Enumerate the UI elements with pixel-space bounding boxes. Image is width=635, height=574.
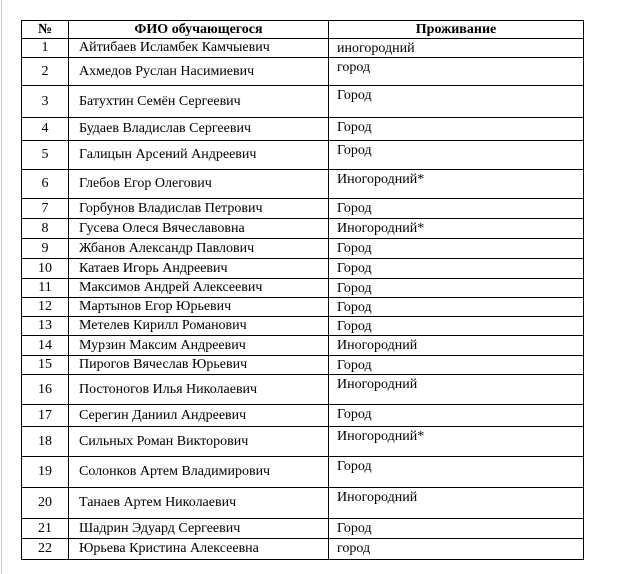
residence-cell: Иногородний <box>329 488 584 519</box>
student-name-cell: Батухтин Семён Сергеевич <box>69 86 329 118</box>
row-number-cell: 22 <box>22 539 69 560</box>
student-name-cell: Постоногов Илья Николаевич <box>69 375 329 405</box>
row-number-cell: 21 <box>22 519 69 539</box>
row-number-cell: 9 <box>22 239 69 259</box>
table-row <box>22 39 584 58</box>
row-number-cell: 15 <box>22 356 69 375</box>
residence-cell: Город <box>329 86 584 118</box>
table-row <box>22 356 584 375</box>
table-row <box>22 170 584 199</box>
student-name-cell: Танаев Артем Николаевич <box>69 488 329 519</box>
residence-cell: Город <box>329 279 584 298</box>
residence-cell: Иногородний <box>329 375 584 405</box>
student-name-cell: Солонков Артем Владимирович <box>69 457 329 488</box>
residence-cell: Город <box>329 118 584 141</box>
table-row <box>22 58 584 86</box>
student-name-cell: Будаев Владислав Сергеевич <box>69 118 329 141</box>
row-number-cell: 4 <box>22 118 69 141</box>
residence-cell: Иногородний* <box>329 427 584 457</box>
residence-cell: иногородний <box>329 39 584 58</box>
residence-cell: Город <box>329 298 584 317</box>
row-number-cell: 12 <box>22 298 69 317</box>
student-name-cell: Пирогов Вячеслав Юрьевич <box>69 356 329 375</box>
row-number-cell: 13 <box>22 317 69 336</box>
residence-cell: Город <box>329 199 584 219</box>
row-number-cell: 20 <box>22 488 69 519</box>
row-number-cell: 17 <box>22 405 69 427</box>
page-edge-line <box>1 0 2 574</box>
student-name-cell: Серегин Даниил Андреевич <box>69 405 329 427</box>
student-name-cell: Мартынов Егор Юрьевич <box>69 298 329 317</box>
table-row <box>22 141 584 170</box>
student-name-cell: Максимов Андрей Алексеевич <box>69 279 329 298</box>
student-name-cell: Гусева Олеся Вячеславовна <box>69 219 329 239</box>
table-row <box>22 488 584 519</box>
table-row <box>22 405 584 427</box>
table-row <box>22 86 584 118</box>
row-number-cell: 7 <box>22 199 69 219</box>
table-row <box>22 118 584 141</box>
row-number-cell: 3 <box>22 86 69 118</box>
residence-cell: Иногородний <box>329 336 584 356</box>
residence-cell: Город <box>329 356 584 375</box>
residence-cell: город <box>329 539 584 560</box>
student-residence-table <box>21 20 584 560</box>
student-name-cell: Галицын Арсений Андреевич <box>69 141 329 170</box>
residence-cell: Город <box>329 317 584 336</box>
table-row <box>22 317 584 336</box>
row-number-cell: 6 <box>22 170 69 199</box>
table-header-row <box>22 21 584 39</box>
residence-cell: Город <box>329 457 584 488</box>
table-row <box>22 219 584 239</box>
header-residence: Проживание <box>329 21 584 39</box>
table-row <box>22 298 584 317</box>
row-number-cell: 19 <box>22 457 69 488</box>
table-row <box>22 259 584 279</box>
table-row <box>22 375 584 405</box>
residence-cell: Иногородний* <box>329 219 584 239</box>
residence-cell: Иногородний* <box>329 170 584 199</box>
residence-cell: Город <box>329 259 584 279</box>
residence-cell: город <box>329 58 584 86</box>
student-name-cell: Метелев Кирилл Романович <box>69 317 329 336</box>
student-name-cell: Катаев Игорь Андреевич <box>69 259 329 279</box>
table-row <box>22 239 584 259</box>
residence-cell: Город <box>329 405 584 427</box>
row-number-cell: 1 <box>22 39 69 58</box>
table-row <box>22 539 584 560</box>
table-row <box>22 427 584 457</box>
student-name-cell: Глебов Егор Олегович <box>69 170 329 199</box>
table-row <box>22 457 584 488</box>
table-row <box>22 519 584 539</box>
student-name-cell: Мурзин Максим Андреевич <box>69 336 329 356</box>
residence-cell: Город <box>329 239 584 259</box>
row-number-cell: 10 <box>22 259 69 279</box>
header-student-name: ФИО обучающегося <box>69 21 329 39</box>
row-number-cell: 18 <box>22 427 69 457</box>
row-number-cell: 8 <box>22 219 69 239</box>
student-name-cell: Сильных Роман Викторович <box>69 427 329 457</box>
residence-cell: Город <box>329 141 584 170</box>
student-name-cell: Ахмедов Руслан Насимиевич <box>69 58 329 86</box>
header-number: № <box>22 21 69 39</box>
row-number-cell: 14 <box>22 336 69 356</box>
student-name-cell: Шадрин Эдуард Сергеевич <box>69 519 329 539</box>
residence-cell: Город <box>329 519 584 539</box>
row-number-cell: 11 <box>22 279 69 298</box>
table-row <box>22 199 584 219</box>
row-number-cell: 2 <box>22 58 69 86</box>
student-name-cell: Жбанов Александр Павлович <box>69 239 329 259</box>
row-number-cell: 5 <box>22 141 69 170</box>
student-name-cell: Горбунов Владислав Петрович <box>69 199 329 219</box>
table-row <box>22 279 584 298</box>
table-row <box>22 336 584 356</box>
student-name-cell: Юрьева Кристина Алексеевна <box>69 539 329 560</box>
student-name-cell: Айтибаев Исламбек Камчыевич <box>69 39 329 58</box>
row-number-cell: 16 <box>22 375 69 405</box>
